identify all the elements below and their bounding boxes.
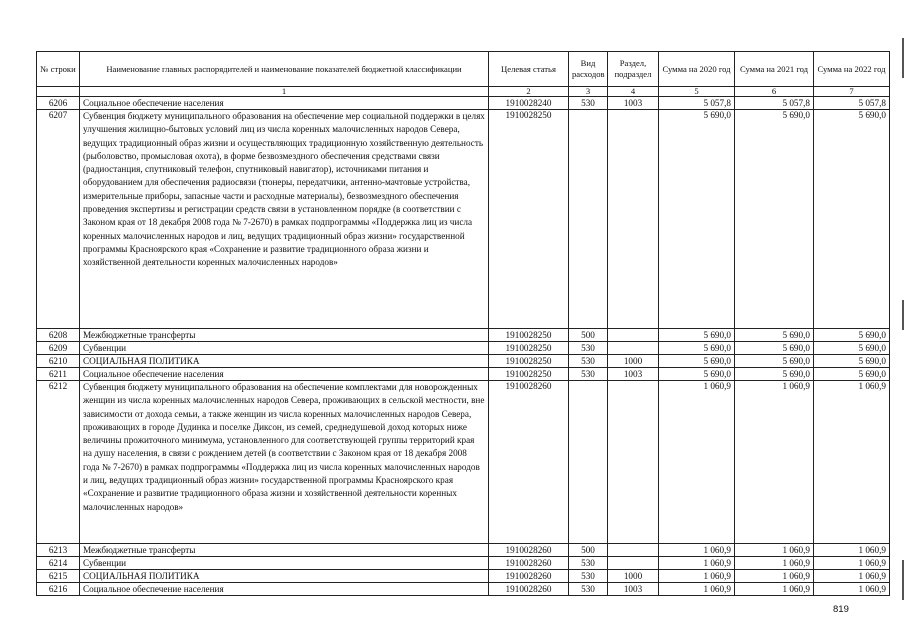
header-sum-2022: Сумма на 2022 год [814, 52, 890, 87]
section-code: 1003 [608, 368, 659, 381]
sum-2021: 1 060,9 [735, 557, 814, 570]
column-index-row [37, 87, 890, 97]
expense-type [569, 381, 608, 544]
table-row [37, 557, 890, 570]
target-article: 1910028250 [489, 329, 569, 342]
sum-2021: 5 057,8 [735, 97, 814, 110]
expense-type: 530 [569, 355, 608, 368]
sum-2020: 5 690,0 [659, 110, 735, 329]
row-name: СОЦИАЛЬНАЯ ПОЛИТИКА [80, 570, 489, 583]
sum-2022: 1 060,9 [814, 544, 890, 557]
section-code: 1003 [608, 97, 659, 110]
target-article: 1910028260 [489, 544, 569, 557]
expense-type: 500 [569, 329, 608, 342]
sum-2020: 1 060,9 [659, 570, 735, 583]
row-number: 6213 [37, 544, 80, 557]
row-name: Социальное обеспечение населения [80, 583, 489, 596]
expense-type: 530 [569, 583, 608, 596]
sum-2022: 1 060,9 [814, 381, 890, 544]
header-target-article: Целевая статья [489, 52, 569, 87]
sum-2021: 5 690,0 [735, 110, 814, 329]
column-index: 4 [608, 87, 659, 97]
header-section: Раздел, подраздел [608, 52, 659, 87]
header-name: Наименование главных распорядителей и наименование показателей бюджетной классификации [80, 52, 489, 87]
sum-2022: 1 060,9 [814, 570, 890, 583]
budget-document [36, 51, 890, 596]
column-index: 2 [489, 87, 569, 97]
section-code [608, 544, 659, 557]
section-code [608, 342, 659, 355]
row-number: 6214 [37, 557, 80, 570]
target-article: 1910028260 [489, 570, 569, 583]
table-row [37, 355, 890, 368]
row-number: 6206 [37, 97, 80, 110]
row-number: 6209 [37, 342, 80, 355]
table-row [37, 329, 890, 342]
sum-2021: 1 060,9 [735, 570, 814, 583]
sum-2022: 5 690,0 [814, 368, 890, 381]
sum-2022: 5 690,0 [814, 342, 890, 355]
expense-type [569, 110, 608, 329]
sum-2022: 1 060,9 [814, 583, 890, 596]
row-number: 6207 [37, 110, 80, 329]
header-sum-2020: Сумма на 2020 год [659, 52, 735, 87]
header-sum-2021: Сумма на 2021 год [735, 52, 814, 87]
target-article: 1910028260 [489, 381, 569, 544]
table-row [37, 381, 890, 544]
section-code: 1000 [608, 355, 659, 368]
table-row [37, 97, 890, 110]
expense-type: 530 [569, 368, 608, 381]
target-article: 1910028250 [489, 110, 569, 329]
row-name: Субвенция бюджету муниципального образования на обеспечение мер социальной поддержки в целях улучшения жилищно-бытовых условий лиц из числа коренных малочисленных народов Севера, ведущих традиционный образ жизни и осуществляющих традиционную хозяйственную деятельность (рыболовство, промысловая охота), в форме безвозмездного обеспечения средствами связи (радиостанция, спутниковый телефон, спутниковый навигатор), источниками питания и оборудованием для обеспечения радиосвязи (тюнеры, передатчики, антенно-мачтовые устройства, измерительные приборы, запасные части и расходные материалы), безвозмездного обеспечения проведения экспертизы и регистрации средств связи в установленном порядке (в соответствии с Законом края от 18 декабря 2008 года № 7-2670) в рамках подпрограммы «Поддержка лиц из числа коренных малочисленных народов и лиц, ведущих традиционный образ жизни» государственной программы Красноярского края «Сохранение и развитие традиционного образа жизни и хозяйственной деятельности коренных малочисленных народов» [80, 110, 489, 329]
section-code [608, 381, 659, 544]
sum-2020: 1 060,9 [659, 544, 735, 557]
sum-2021: 5 690,0 [735, 355, 814, 368]
table-row [37, 342, 890, 355]
column-index: 6 [735, 87, 814, 97]
header-expense-type: Вид расходов [569, 52, 608, 87]
sum-2020: 5 690,0 [659, 355, 735, 368]
expense-type: 530 [569, 570, 608, 583]
sum-2020: 5 057,8 [659, 97, 735, 110]
sum-2021: 5 690,0 [735, 368, 814, 381]
column-index: 5 [659, 87, 735, 97]
target-article: 1910028250 [489, 368, 569, 381]
section-code [608, 557, 659, 570]
sum-2020: 5 690,0 [659, 342, 735, 355]
row-name: СОЦИАЛЬНАЯ ПОЛИТИКА [80, 355, 489, 368]
page-number: 819 [833, 604, 849, 615]
header-row [37, 52, 890, 87]
row-name: Социальное обеспечение населения [80, 368, 489, 381]
section-code [608, 110, 659, 329]
column-index: 3 [569, 87, 608, 97]
expense-type: 530 [569, 342, 608, 355]
sum-2020: 1 060,9 [659, 557, 735, 570]
expense-type: 500 [569, 544, 608, 557]
target-article: 1910028260 [489, 557, 569, 570]
target-article: 1910028240 [489, 97, 569, 110]
table-row [37, 583, 890, 596]
sum-2022: 1 060,9 [814, 557, 890, 570]
sum-2022: 5 690,0 [814, 355, 890, 368]
table-row [37, 110, 890, 329]
target-article: 1910028250 [489, 355, 569, 368]
sum-2021: 5 690,0 [735, 342, 814, 355]
sum-2022: 5 690,0 [814, 110, 890, 329]
sum-2022: 5 690,0 [814, 329, 890, 342]
table-row [37, 544, 890, 557]
sum-2022: 5 057,8 [814, 97, 890, 110]
sum-2020: 5 690,0 [659, 329, 735, 342]
sum-2021: 1 060,9 [735, 583, 814, 596]
target-article: 1910028250 [489, 342, 569, 355]
expense-type: 530 [569, 557, 608, 570]
row-number: 6216 [37, 583, 80, 596]
budget-table [36, 51, 890, 596]
sum-2020: 5 690,0 [659, 368, 735, 381]
column-index: 7 [814, 87, 890, 97]
sum-2020: 1 060,9 [659, 583, 735, 596]
row-name: Социальное обеспечение населения [80, 97, 489, 110]
row-name: Субвенция бюджету муниципального образования на обеспечение комплектами для новорожденных женщин из числа коренных малочисленных народов Севера, проживающих в сельской местности, вне зависимости от дохода семьи, а также женщин из числа коренных малочисленных народов Севера, проживающих в городе Дудинка и поселке Диксон, из семей, среднедушевой доход которых ниже величины прожиточного минимума, установленного для соответствующей группы территорий края на душу населения, в связи с рождением детей (в соответствии с Законом края от 18 декабря 2008 года № 7-2670) в рамках подпрограммы «Поддержка лиц из числа коренных малочисленных народов и лиц, ведущих традиционный образ жизни» государственной программы Красноярского края «Сохранение и развитие традиционного образа жизни и хозяйственной деятельности коренных малочисленных народов» [80, 381, 489, 544]
row-number: 6215 [37, 570, 80, 583]
column-index-blank [37, 87, 80, 97]
section-code [608, 329, 659, 342]
row-name: Субвенции [80, 342, 489, 355]
sum-2021: 1 060,9 [735, 544, 814, 557]
row-number: 6212 [37, 381, 80, 544]
row-name: Субвенции [80, 557, 489, 570]
expense-type: 530 [569, 97, 608, 110]
table-row [37, 570, 890, 583]
target-article: 1910028260 [489, 583, 569, 596]
header-row-number: № строки [37, 52, 80, 87]
row-name: Межбюджетные трансферты [80, 544, 489, 557]
section-code: 1000 [608, 570, 659, 583]
row-number: 6208 [37, 329, 80, 342]
column-index: 1 [80, 87, 489, 97]
sum-2020: 1 060,9 [659, 381, 735, 544]
row-name: Межбюджетные трансферты [80, 329, 489, 342]
table-row [37, 368, 890, 381]
row-number: 6211 [37, 368, 80, 381]
row-number: 6210 [37, 355, 80, 368]
section-code: 1003 [608, 583, 659, 596]
sum-2021: 1 060,9 [735, 381, 814, 544]
sum-2021: 5 690,0 [735, 329, 814, 342]
